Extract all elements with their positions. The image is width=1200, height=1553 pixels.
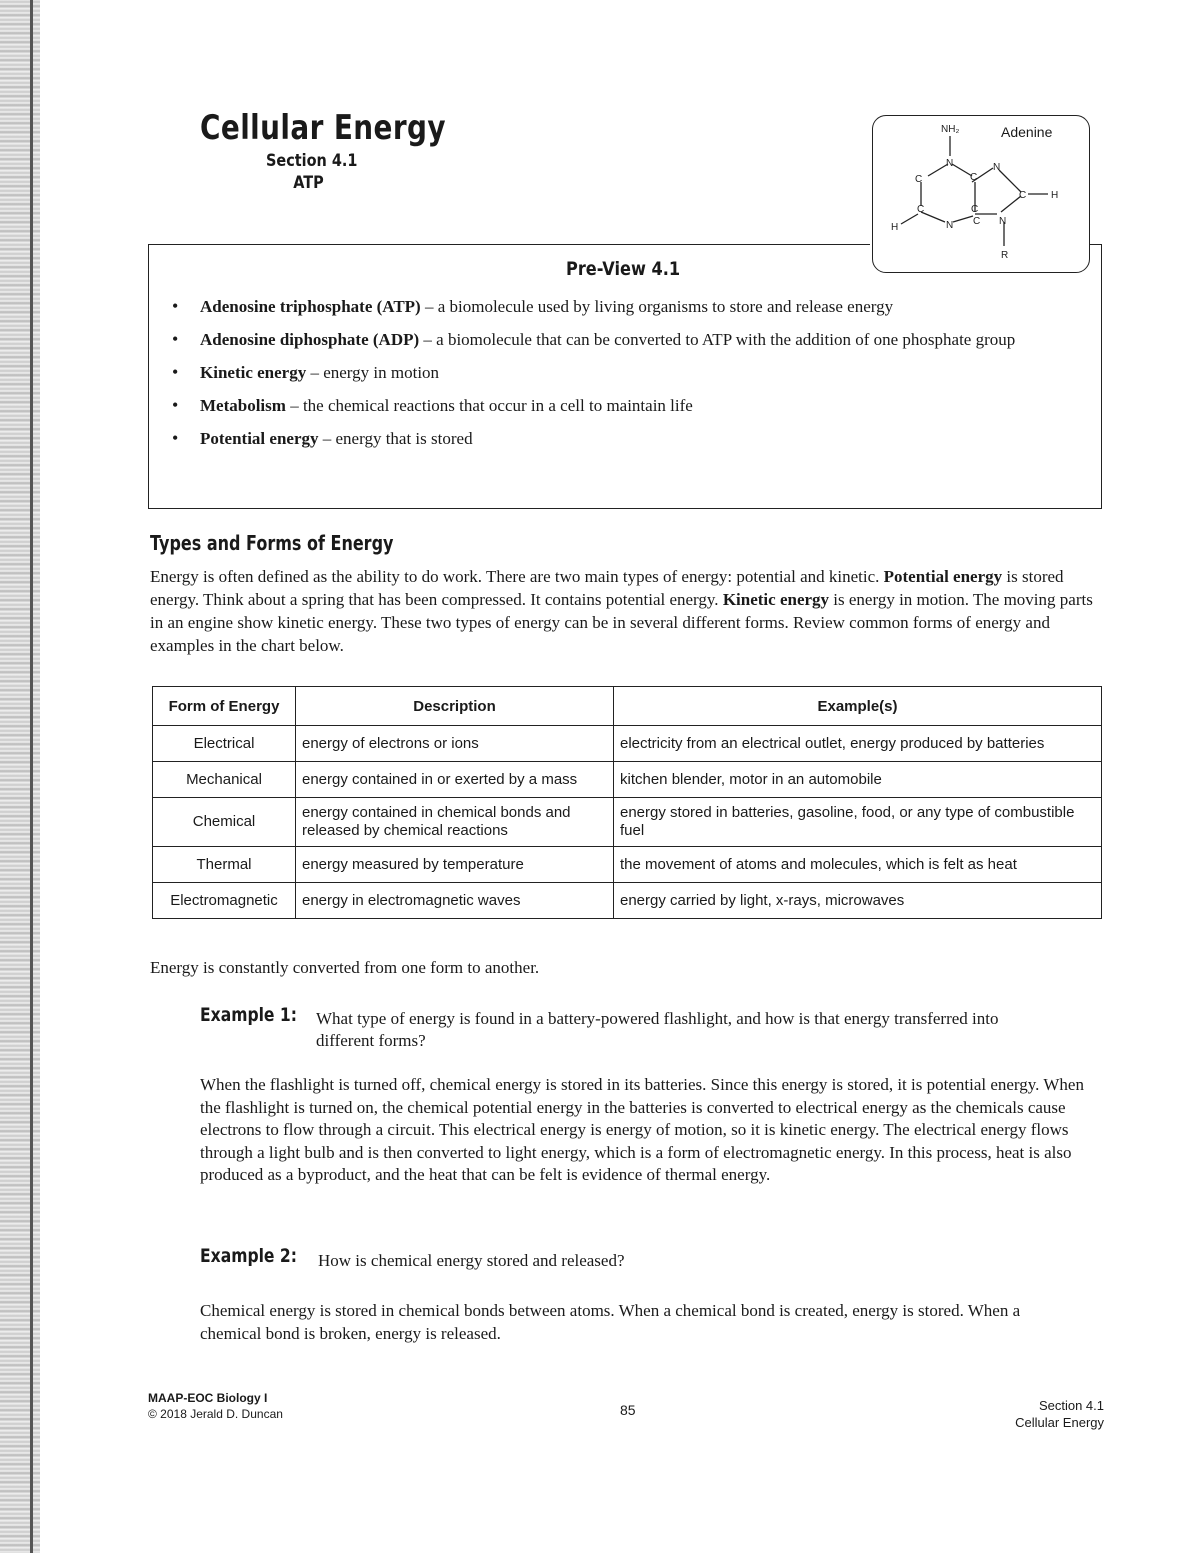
form-cell: Electromagnetic <box>153 883 296 919</box>
atom-label: C <box>973 216 981 227</box>
form-cell: Chemical <box>153 798 296 847</box>
definition: – energy that is stored <box>318 429 473 448</box>
table-row <box>153 762 1102 798</box>
examples-cell: the movement of atoms and molecules, which is felt as heat <box>614 847 1102 883</box>
example-1-question: What type of energy is found in a battery-powered flashlight, and how is that energy transferred into different forms? <box>316 1009 999 1050</box>
form-cell: Mechanical <box>153 762 296 798</box>
term: Adenosine diphosphate (ADP) <box>200 330 420 349</box>
scan-edge-shadow <box>0 0 40 1553</box>
footer-topic: Cellular Energy <box>1015 1415 1104 1430</box>
potential-energy-term: Potential energy <box>883 567 1003 586</box>
page-title: Cellular Energy <box>200 108 446 148</box>
adenine-structure-svg <box>873 116 1089 272</box>
example-2-label: Example 2: <box>200 1245 298 1267</box>
table-header-row <box>153 687 1102 726</box>
intro-text: is stored energy. Think about a spring that has been compressed. It contains potential energy. <box>150 567 1064 609</box>
examples-cell: energy carried by light, x-rays, microwaves <box>614 883 1102 919</box>
column-header: Description <box>296 687 614 726</box>
footer-course: MAAP-EOC Biology I <box>148 1391 268 1405</box>
atom-label: C <box>971 204 979 215</box>
term: Adenosine triphosphate (ATP) <box>200 297 421 316</box>
page-subtitle <box>266 150 357 194</box>
description-cell: energy contained in chemical bonds and released by chemical reactions <box>296 798 614 847</box>
description-cell: energy measured by temperature <box>296 847 614 883</box>
footer-section-info <box>1015 1397 1104 1431</box>
atom-label: C <box>915 174 923 185</box>
description-cell: energy contained in or exerted by a mass <box>296 762 614 798</box>
atom-label: H <box>1051 190 1059 201</box>
definition: – a biomolecule that can be converted to ATP with the addition of one phosphate group <box>419 330 1016 349</box>
table-row <box>153 847 1102 883</box>
preview-box <box>148 244 1102 509</box>
adenine-diagram <box>872 115 1090 273</box>
description-cell: energy of electrons or ions <box>296 726 614 762</box>
section-topic: ATP <box>293 173 324 193</box>
kinetic-energy-term: Kinetic energy <box>722 590 830 609</box>
atom-label: C <box>970 172 978 183</box>
term: Kinetic energy <box>200 363 307 382</box>
footer-course-info <box>148 1390 283 1422</box>
atom-label: R <box>1001 250 1009 261</box>
scan-edge-line <box>30 0 33 1553</box>
intro-text: is energy in motion. The moving parts in an engine show kinetic energy. These two types of energy can be in several different forms. Review common forms of energy and examples in the chart below. <box>150 590 1093 655</box>
preview-heading: Pre-View 4.1 <box>566 258 681 280</box>
intro-text: Energy is often defined as the ability to do work. There are two main types of energy: potential and kinetic. <box>150 567 884 586</box>
atom-label: N <box>999 216 1007 227</box>
table-row <box>153 798 1102 847</box>
example-1-answer: When the flashlight is turned off, chemical energy is stored in its batteries. Since this energy is stored, it is potential energy. When the flashlight is turned on, the chemical potential energy in the batteries is converted to electrical energy as the chemicals cause electrons to flow through a circuit. This electrical energy is energy of motion, so it is kinetic energy. The electrical energy flows through a light bulb and is then converted to light energy, which is a form of electromagnetic energy. In this process, heat is also produced as a byproduct, and the heat that can be felt is evidence of thermal energy. <box>200 1075 1084 1184</box>
definition: – the chemical reactions that occur in a cell to maintain life <box>285 396 693 415</box>
example-2-question: How is chemical energy stored and released? <box>318 1251 625 1270</box>
example-1-label: Example 1: <box>200 1004 298 1026</box>
conversion-statement: Energy is constantly converted from one form to another. <box>150 958 540 977</box>
atom-label: H <box>891 222 899 233</box>
atom-label: N <box>946 220 954 231</box>
intro-paragraph <box>150 565 1100 657</box>
example-2-answer: Chemical energy is stored in chemical bonds between atoms. When a chemical bond is created, energy is stored. When a chemical bond is broken, energy is released. <box>200 1301 1021 1343</box>
description-cell: energy in electromagnetic waves <box>296 883 614 919</box>
form-cell: Electrical <box>153 726 296 762</box>
page-number: 85 <box>620 1402 636 1418</box>
definition: – energy in motion <box>306 363 440 382</box>
footer-section: Section 4.1 <box>1038 1398 1104 1413</box>
examples-cell: kitchen blender, motor in an automobile <box>614 762 1102 798</box>
section-number: Section 4.1 <box>266 151 358 171</box>
definition: – a biomolecule used by living organisms to store and release energy <box>420 297 894 316</box>
section-heading: Types and Forms of Energy <box>150 531 394 555</box>
term: Metabolism <box>200 396 286 415</box>
footer-copyright: © 2018 Jerald D. Duncan <box>148 1407 283 1421</box>
energy-forms-table <box>152 686 1102 919</box>
atom-label: N <box>993 162 1001 173</box>
examples-cell: energy stored in batteries, gasoline, food, or any type of combustible fuel <box>614 798 1102 847</box>
column-header: Example(s) <box>614 687 1102 726</box>
column-header: Form of Energy <box>153 687 296 726</box>
atom-label: C <box>917 204 925 215</box>
examples-cell: electricity from an electrical outlet, energy produced by batteries <box>614 726 1102 762</box>
atom-label: NH₂ <box>941 124 960 135</box>
table-row <box>153 726 1102 762</box>
atom-label: C <box>1019 190 1027 201</box>
adenine-label: Adenine <box>1001 124 1053 140</box>
form-cell: Thermal <box>153 847 296 883</box>
table-row <box>153 883 1102 919</box>
term: Potential energy <box>200 429 319 448</box>
atom-label: N <box>946 158 954 169</box>
